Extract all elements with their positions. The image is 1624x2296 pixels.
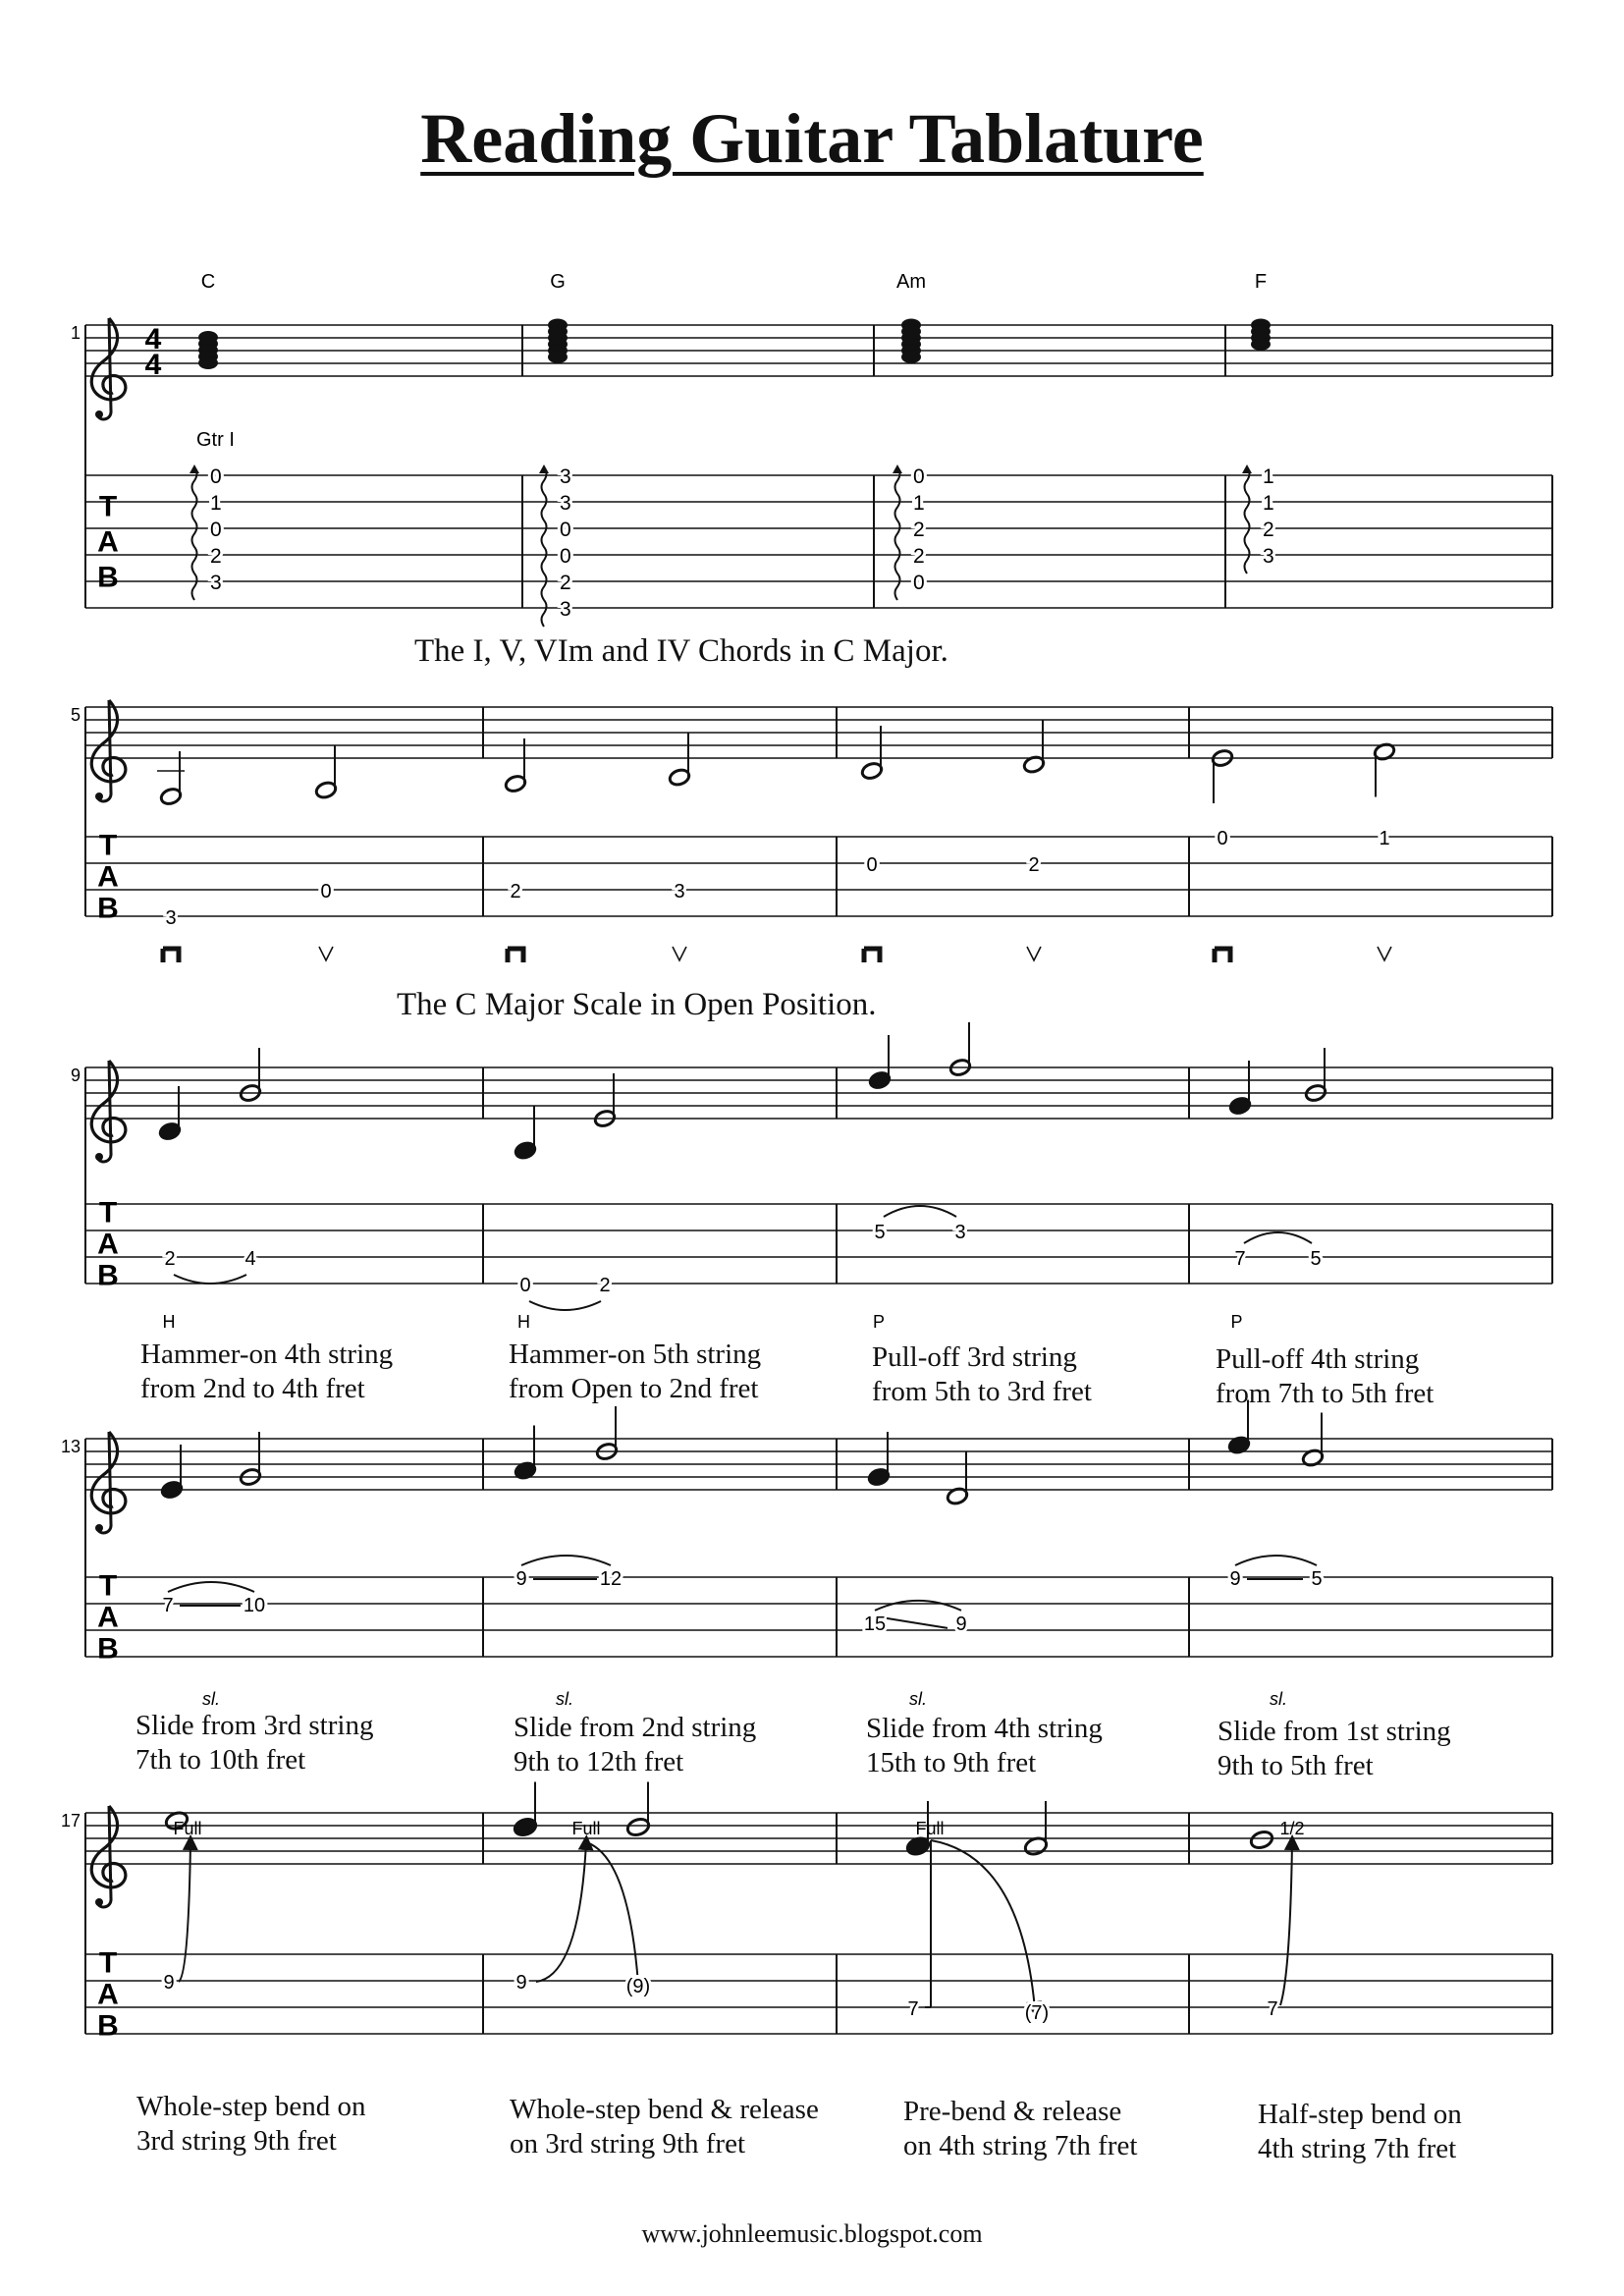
tab-fret-number: 0 <box>560 545 571 568</box>
bend-amount: Full <box>173 1819 202 1838</box>
arpeggio-arrow-icon <box>189 465 199 473</box>
tab-fret-number: 7 <box>162 1595 174 1616</box>
notehead <box>1251 338 1271 351</box>
slur-arc <box>521 1556 611 1565</box>
tab-fret-number: 10 <box>243 1595 266 1616</box>
tab-clef-letter: A <box>97 1228 119 1261</box>
arpeggio-line <box>542 467 547 627</box>
tab-fret-number: 0 <box>866 854 878 876</box>
tab-fret-number: 3 <box>1263 545 1274 568</box>
chord-name: F <box>1254 271 1268 293</box>
bend-amount: Full <box>915 1819 945 1838</box>
tab-fret-number: 1 <box>1379 828 1390 849</box>
tab-fret-number: 2 <box>913 519 925 541</box>
technique-mark: sl. <box>556 1689 573 1709</box>
tab-fret-number: 3 <box>165 907 177 929</box>
scale-caption: The C Major Scale in Open Position. <box>397 987 877 1022</box>
slide-line <box>887 1618 947 1628</box>
measure-number: 13 <box>60 1437 81 1456</box>
notehead <box>198 356 218 369</box>
tab-clef-letter: T <box>98 490 118 523</box>
hammer-on-2-description: Hammer-on 5th string from Open to 2nd fret <box>509 1339 762 1404</box>
tab-fret-number: 0 <box>519 1275 531 1296</box>
bend-1-description: Whole-step bend on 3rd string 9th fret <box>136 2091 366 2157</box>
release-curve <box>931 1840 1035 2009</box>
slide-2-description: Slide from 2nd string 9th to 12th fret <box>514 1712 757 1777</box>
treble-clef-icon <box>91 318 126 419</box>
tab-clef-letter: B <box>97 561 119 594</box>
tab-fret-number: 2 <box>1028 854 1040 876</box>
tab-fret-number: 4 <box>244 1248 256 1270</box>
time-signature-top: 4 <box>144 323 162 355</box>
bend-2-description: Whole-step bend & release on 3rd string 9th fret <box>510 2094 819 2159</box>
slur-arc <box>884 1206 956 1217</box>
slur-arc <box>174 1275 246 1284</box>
tab-fret-number: (7) <box>1024 2002 1050 2024</box>
tab-fret-number: 0 <box>210 519 222 541</box>
measure-number: 17 <box>60 1811 81 1831</box>
website-footer: www.johnleemusic.blogspot.com <box>641 2219 983 2248</box>
upstroke-icon <box>319 947 333 960</box>
tab-fret-number: 0 <box>210 465 222 488</box>
tab-fret-number: 2 <box>510 881 521 902</box>
arpeggio-arrow-icon <box>1242 465 1252 473</box>
instrument-label: Gtr I <box>196 429 235 451</box>
downstroke-icon <box>864 949 880 962</box>
tab-fret-number: 0 <box>320 881 332 902</box>
downstroke-icon <box>163 949 179 962</box>
treble-clef-icon <box>91 1432 126 1533</box>
tab-fret-number: 9 <box>955 1613 967 1635</box>
arpeggio-line <box>1245 467 1250 574</box>
tab-fret-number: 9 <box>515 1972 527 1994</box>
slur-arc <box>875 1601 961 1611</box>
chord-name: C <box>200 271 216 293</box>
treble-clef-icon <box>91 1806 126 1907</box>
technique-mark: P <box>1230 1312 1243 1332</box>
measure-number: 9 <box>70 1066 81 1085</box>
tab-fret-number: 3 <box>560 465 571 488</box>
technique-mark: H <box>162 1312 176 1332</box>
tab-fret-number: 2 <box>210 545 222 568</box>
tab-fret-number: 1 <box>210 492 222 515</box>
tab-fret-number: 2 <box>599 1275 611 1296</box>
tab-clef-letter: B <box>97 1259 119 1292</box>
tab-fret-number: 1 <box>913 492 925 515</box>
tab-fret-number: 9 <box>515 1568 527 1590</box>
notehead <box>1249 1830 1274 1851</box>
notehead <box>901 351 921 363</box>
tab-fret-number: 2 <box>1263 519 1274 541</box>
tab-fret-number: 9 <box>1229 1568 1241 1590</box>
tab-fret-number: (9) <box>625 1976 651 1997</box>
arpeggio-line <box>192 467 197 600</box>
technique-mark: sl. <box>1270 1689 1287 1709</box>
tab-fret-number: 0 <box>913 572 925 594</box>
slur-arc <box>168 1582 254 1592</box>
tab-fret-number: 7 <box>907 1998 919 2020</box>
tab-fret-number: 3 <box>954 1222 966 1243</box>
bend-amount: Full <box>571 1819 601 1838</box>
treble-clef-icon <box>91 700 126 801</box>
tab-clef-letter: T <box>98 1946 118 1980</box>
technique-mark: sl. <box>202 1689 220 1709</box>
slur-arc <box>1244 1232 1312 1243</box>
tab-fret-number: 1 <box>1263 492 1274 515</box>
chords-caption: The I, V, VIm and IV Chords in C Major. <box>414 633 948 669</box>
tab-fret-number: 3 <box>674 881 685 902</box>
technique-mark: P <box>872 1312 886 1332</box>
technique-mark: sl. <box>909 1689 927 1709</box>
tab-fret-number: 3 <box>210 572 222 594</box>
upstroke-icon <box>673 947 686 960</box>
tab-fret-number: 5 <box>1311 1568 1323 1590</box>
arpeggio-line <box>895 467 900 600</box>
measure-number: 1 <box>70 323 81 343</box>
chord-name: Am <box>896 271 926 293</box>
bend-4-description: Half-step bend on 4th string 7th fret <box>1258 2099 1462 2164</box>
tab-clef-letter: A <box>97 1601 119 1634</box>
tab-fret-number: 2 <box>913 545 925 568</box>
tab-fret-number: 2 <box>164 1248 176 1270</box>
slide-1-description: Slide from 3rd string 7th to 10th fret <box>135 1710 374 1776</box>
upstroke-icon <box>1027 947 1041 960</box>
tab-fret-number: 0 <box>913 465 925 488</box>
arpeggio-arrow-icon <box>539 465 549 473</box>
tab-clef-letter: A <box>97 525 119 559</box>
tab-clef-letter: T <box>98 829 118 862</box>
tab-fret-number: 12 <box>599 1568 623 1590</box>
downstroke-icon <box>1215 949 1230 962</box>
notehead <box>548 351 568 363</box>
hammer-on-1-description: Hammer-on 4th string from 2nd to 4th fret <box>140 1339 394 1404</box>
page-title: Reading Guitar Tablature <box>420 99 1204 178</box>
slide-3-description: Slide from 4th string 15th to 9th fret <box>866 1713 1103 1778</box>
technique-mark: H <box>517 1312 530 1332</box>
upstroke-icon <box>1378 947 1391 960</box>
slide-4-description: Slide from 1st string 9th to 5th fret <box>1218 1716 1451 1781</box>
slur-arc <box>529 1301 601 1310</box>
tab-fret-number: 5 <box>1310 1248 1322 1270</box>
tab-clef-letter: B <box>97 1632 119 1666</box>
tab-fret-number: 7 <box>1234 1248 1246 1270</box>
tab-clef-letter: T <box>98 1569 118 1603</box>
tab-clef-letter: A <box>97 860 119 894</box>
tab-fret-number: 3 <box>560 492 571 515</box>
slur-arc <box>1235 1556 1317 1565</box>
arpeggio-arrow-icon <box>893 465 902 473</box>
tab-clef-letter: B <box>97 892 119 925</box>
tab-fret-number: 5 <box>874 1222 886 1243</box>
tab-clef-letter: B <box>97 2009 119 2043</box>
tab-clef-letter: T <box>98 1196 118 1230</box>
time-signature-bottom: 4 <box>144 349 162 381</box>
tab-fret-number: 0 <box>1217 828 1228 849</box>
bend-amount: 1/2 <box>1279 1819 1305 1838</box>
bend-3-description: Pre-bend & release on 4th string 7th fret <box>903 2096 1138 2161</box>
tab-fret-number: 7 <box>1267 1998 1278 2020</box>
measure-number: 5 <box>70 705 81 725</box>
tab-fret-number: 15 <box>863 1613 887 1635</box>
tab-fret-number: 0 <box>560 519 571 541</box>
treble-clef-icon <box>91 1061 126 1162</box>
tab-fret-number: 3 <box>560 598 571 621</box>
tab-clef-letter: A <box>97 1978 119 2011</box>
tab-fret-number: 1 <box>1263 465 1274 488</box>
tab-fret-number: 9 <box>163 1972 175 1994</box>
pull-off-1-description: Pull-off 3rd string from 5th to 3rd fret <box>872 1341 1092 1407</box>
tab-fret-number: 2 <box>560 572 571 594</box>
chord-name: G <box>550 271 566 293</box>
downstroke-icon <box>508 949 523 962</box>
pull-off-2-description: Pull-off 4th string from 7th to 5th fret <box>1216 1343 1435 1409</box>
